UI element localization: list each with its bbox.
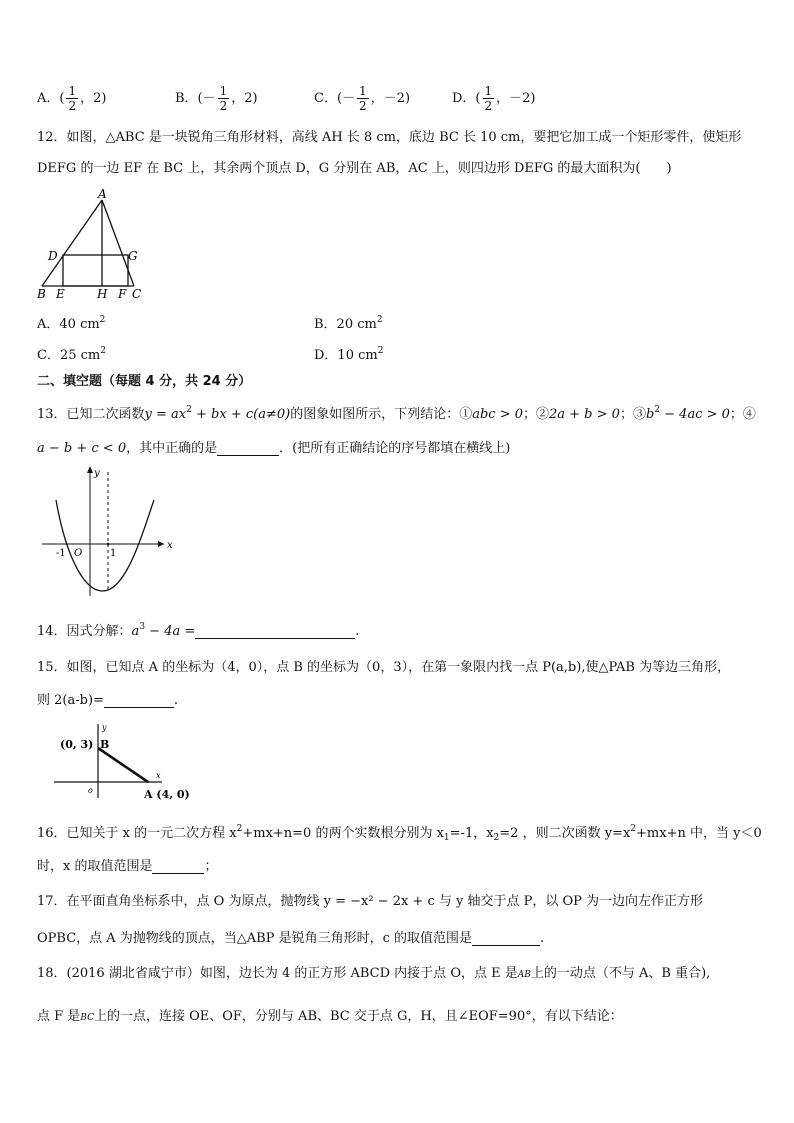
q13-line2: a − b + c < 0，其中正确的是 ．(把所有正确结论的序号都填在横线上) [37, 441, 511, 456]
q12-option-a: A．40 $cm^2$ [37, 315, 106, 332]
answer-blank[interactable] [152, 859, 204, 874]
label-c: C [132, 287, 142, 301]
q13-parabola-graph [38, 462, 173, 602]
point-b-coord: (0, 3) [60, 738, 94, 751]
q12-triangle-figure [32, 186, 152, 302]
label-d: D [48, 249, 58, 263]
label-f: F [118, 287, 127, 301]
point-a-label: A (4, 0) [144, 788, 190, 801]
origin-label: O [74, 548, 83, 559]
q11-option-a: A．( $\frac{1}{2}$ ，2) [37, 84, 107, 113]
tick-1: 1 [110, 548, 117, 559]
label-b: B [37, 287, 46, 301]
q12-line2: DEFG 的一边 EF 在 BC 上，其余两个顶点 D，G 分别在 AB，AC 上，则四边形 DEFG 的最大面积为( ) [37, 161, 672, 176]
q16-line2: 时，x 的取值范围是 ； [37, 859, 218, 874]
x-axis-label: x [167, 540, 173, 551]
q11-option-a-label: A．( [37, 91, 65, 106]
label-a: A [98, 187, 107, 201]
section-heading: 二、填空题（每题 4 分，共 24 分） [37, 374, 252, 389]
answer-blank[interactable] [104, 693, 174, 708]
label-g: G [128, 249, 138, 263]
fraction: $\frac{1}{2}$ [359, 84, 367, 113]
q16-line1: 16．已知关于 x 的一元二次方程 $x^2+mx+n=0$ 的两个实数根分别为 $x_1=-1$，$x_2=2$ ，则二次函数 $y=x^2+mx+n$ 中，当 y＜0 [37, 824, 762, 843]
q11-option-d: D．( $\frac{1}{2}$ ，－2) [452, 84, 536, 113]
y-axis-label: y [94, 468, 100, 479]
q12-line1: 12．如图，△ABC 是一块锐角三角形材料，高线 AH 长 8 cm，底边 BC 长 10 cm，要把它加工成一个矩形零件，使矩形 [37, 130, 742, 145]
q17-line1: 17．在平面直角坐标系中，点 O 为原点，抛物线 y = −x² − 2x + c 与 y 轴交于点 P，以 OP 为一边向左作正方形 [37, 894, 704, 909]
q18-line2: 点 F 是BC上的一点，连接 OE、OF，分别与 AB、BC 交于点 G，H，且∠EOF=90°，有以下结论： [37, 1009, 623, 1024]
fraction: $\frac{1}{2}$ [68, 84, 77, 113]
fraction: $\frac{1}{2}$ [219, 84, 228, 113]
q12-option-d: D．10 $cm^2$ [314, 346, 384, 363]
q17-line2: OPBC，点 A 为抛物线的顶点，当△ABP 是锐角三角形时，c 的取值范围是 . [37, 931, 545, 946]
origin-label: o [88, 786, 93, 795]
q18-line1: 18．(2016 湖北省咸宁市）如图，边长为 4 的正方形 ABCD 内接于点 O，点 E 是AB上的一动点（不与 A、B 重合), [37, 966, 711, 981]
label-h: H [97, 287, 108, 301]
q15-line1: 15．如图，已知点 A 的坐标为（4，0），点 B 的坐标为（0，3），在第一象限内找一点 P(a,b),使△PAB 为等边三角形， [37, 660, 731, 675]
y-axis-label: y [102, 723, 107, 732]
tick-minus-1: -1 [56, 548, 66, 559]
arc-bc: BC [80, 1013, 94, 1023]
answer-blank[interactable] [195, 624, 355, 639]
q14: 14．因式分解：$a^3 - 4a$ = . [37, 622, 360, 639]
q12-option-b: B．20 $cm^2$ [314, 315, 383, 332]
q13-line1: 13．已知二次函数$y = ax^2$ + bx + c(a≠0)的图象如图所示，下列结论：①abc > 0；②2a + b > 0；$③b^2 - 4ac > 0$；④ [37, 405, 756, 422]
point-b-label: B [100, 738, 110, 751]
q12-option-c: C．25 $cm^2$ [37, 346, 106, 363]
x-axis-label: x [156, 771, 161, 780]
label-e: E [56, 287, 65, 301]
q11-option-c: C．(－ $\frac{1}{2}$ ，－2) [314, 84, 411, 113]
fraction: $\frac{1}{2}$ [484, 84, 493, 113]
answer-blank[interactable] [217, 441, 279, 456]
q15-line2: 则 2(a-b)= . [37, 693, 179, 708]
q11-option-b: B．(－ $\frac{1}{2}$ ，2) [175, 84, 258, 113]
answer-blank[interactable] [472, 931, 540, 946]
arc-ab: AB [517, 970, 531, 980]
q15-coordinate-figure [50, 720, 200, 804]
